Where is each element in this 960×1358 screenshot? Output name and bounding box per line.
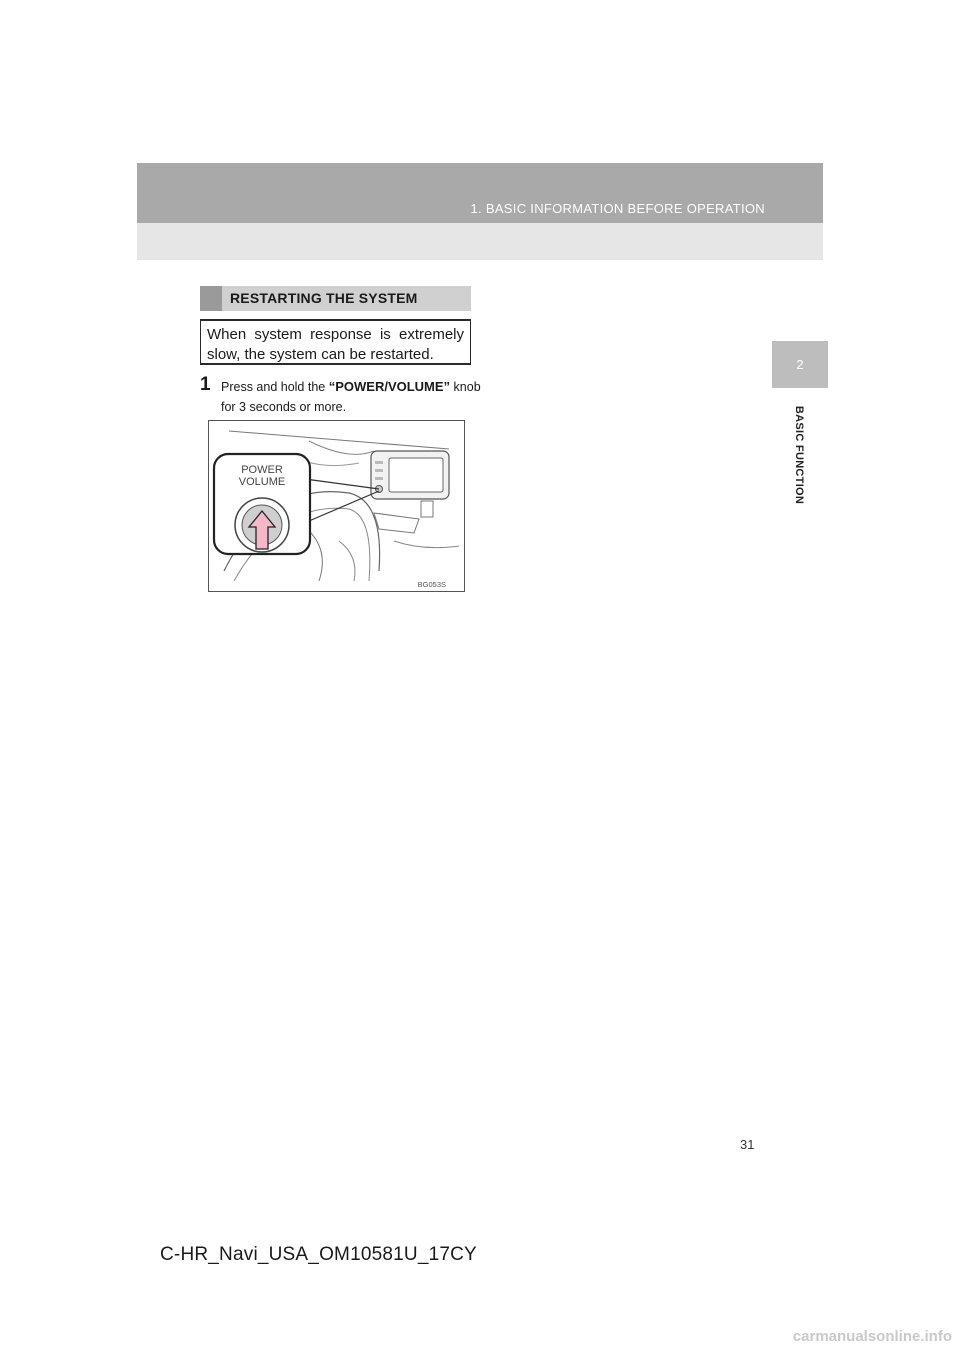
step-text-after: knob for 3 seconds or more. — [221, 380, 481, 414]
step-knob-name: “POWER/VOLUME” — [328, 379, 451, 394]
chapter-number: 2 — [796, 357, 804, 372]
step-instruction — [221, 377, 491, 417]
page-number: 31 — [740, 1137, 755, 1152]
dashboard-drawing — [209, 421, 464, 591]
chapter-header-subband — [137, 223, 823, 260]
watermark: carmanualsonline.info — [792, 1328, 952, 1345]
section-heading-text: RESTARTING THE SYSTEM — [230, 290, 418, 306]
chapter-label-text: BASIC FUNCTION — [793, 405, 805, 505]
knob-label-volume: VOLUME — [238, 476, 286, 488]
chapter-title: 1. BASIC INFORMATION BEFORE OPERATION — [470, 201, 765, 216]
chapter-side-label — [779, 395, 819, 515]
chapter-tab — [772, 341, 828, 388]
dashboard-illustration — [208, 420, 465, 592]
section-heading — [200, 286, 471, 311]
section-intro-box: When system response is extremely slow, the system can be restarted. — [200, 319, 471, 365]
step-number: 1 — [200, 374, 211, 395]
section-heading-marker — [200, 286, 222, 311]
knob-label-power: POWER — [241, 464, 283, 476]
chapter-header-band — [137, 163, 823, 223]
figure-code: BG053S — [417, 580, 446, 589]
step-text-before: Press and hold the — [221, 380, 329, 394]
document-code: C-HR_Navi_USA_OM10581U_17CY — [160, 1244, 477, 1265]
